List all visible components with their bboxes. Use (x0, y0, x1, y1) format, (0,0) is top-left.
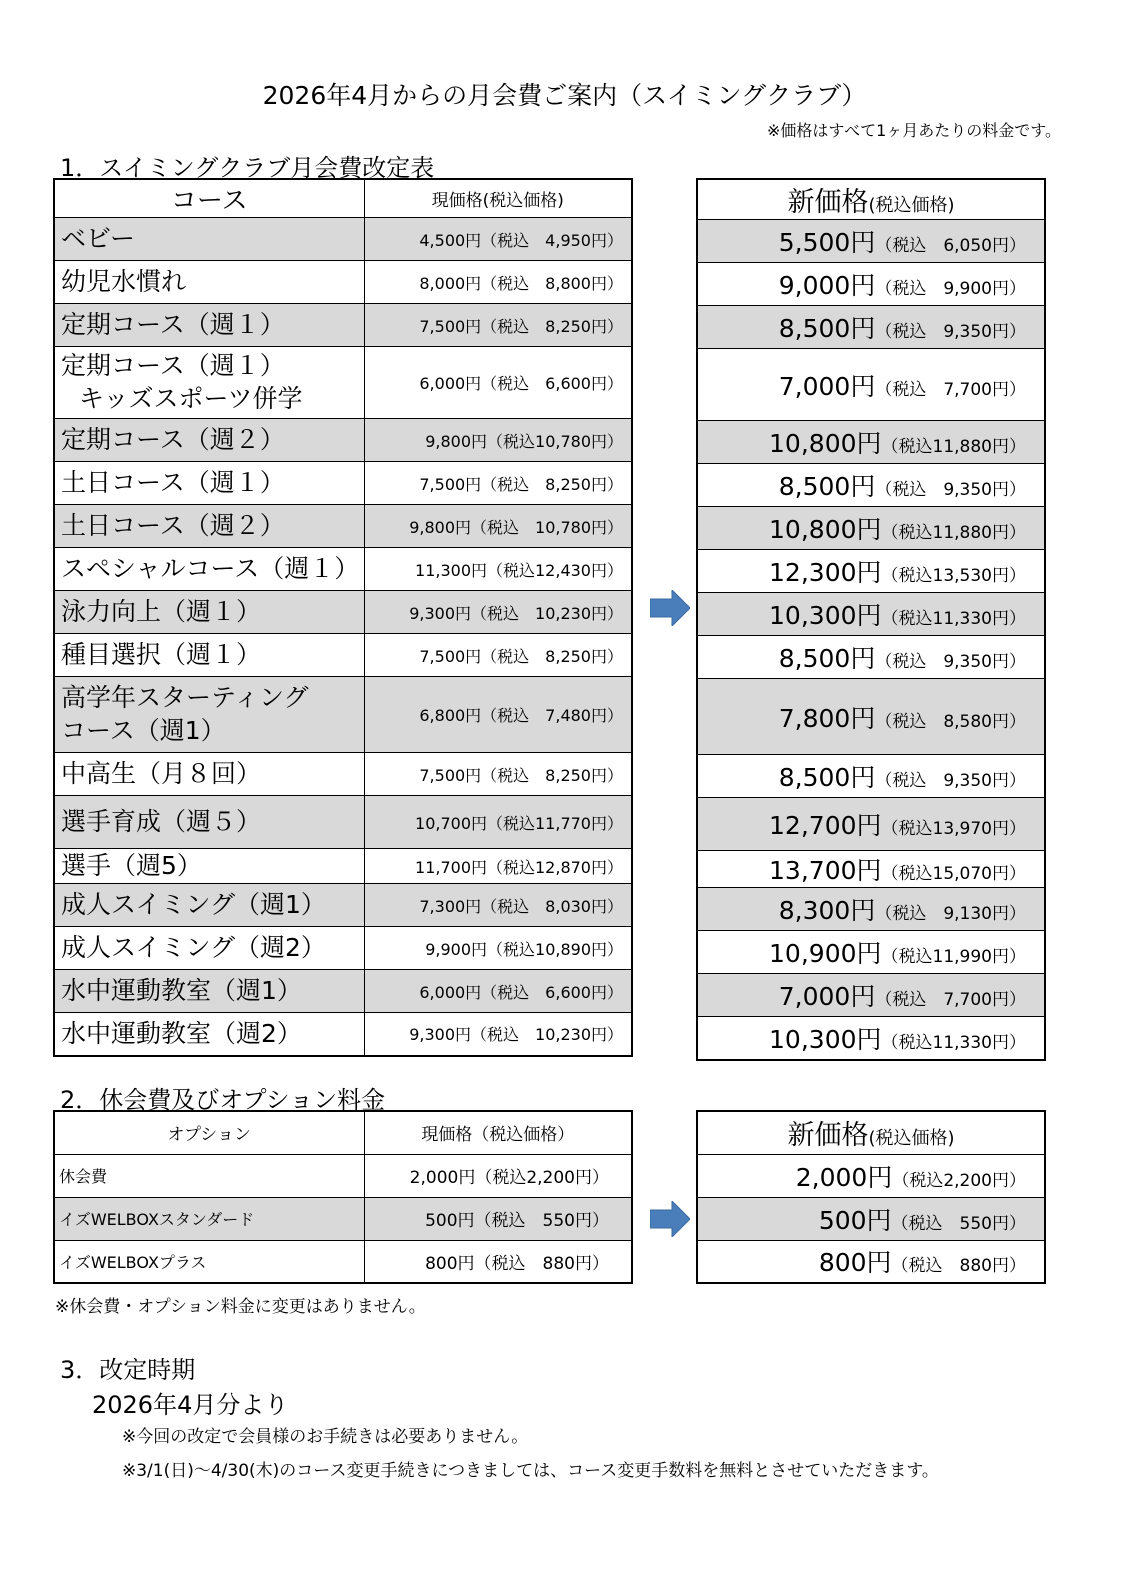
current-price: 9,900円（税込10,890円） (364, 927, 632, 970)
course-name-line: ベビー (61, 223, 136, 253)
course-name (54, 419, 364, 462)
new-price (697, 636, 1045, 679)
table-row (697, 1197, 1045, 1240)
new-price-tax: （税込 9,350円） (875, 652, 1026, 672)
header-course: コース (54, 179, 364, 218)
course-name (54, 591, 364, 634)
course-name-line: 成人スイミング（週2） (61, 932, 326, 962)
option-current-price: 800円（税込 880円） (364, 1240, 632, 1283)
header-new-price (697, 179, 1045, 220)
current-price: 4,500円（税込 4,950円） (364, 218, 632, 261)
table-row (54, 505, 632, 548)
header-new-price-label: 新価格 (787, 187, 869, 218)
header-new-price-tax: (税込価格) (868, 195, 955, 216)
course-name (54, 927, 364, 970)
header-option-new-label: 新価格 (787, 1120, 869, 1152)
table-row (54, 849, 632, 884)
new-price-value: 8,500円 (778, 644, 876, 673)
table-row (54, 304, 632, 347)
course-name-line2: コース（週1） (61, 715, 226, 745)
course-name (54, 796, 364, 849)
course-name (54, 634, 364, 677)
table-row (54, 261, 632, 304)
table-row (54, 1154, 632, 1197)
table-row (54, 927, 632, 970)
new-price-value: 8,500円 (778, 763, 876, 792)
option-new-price (697, 1240, 1045, 1283)
option-new-table (696, 1110, 1046, 1284)
course-name-line: 水中運動教室（週2） (61, 1018, 302, 1048)
course-name-line: 幼児水慣れ (61, 266, 187, 296)
option-new-price-value: 500円 (818, 1205, 892, 1235)
table-row (54, 634, 632, 677)
new-price-value: 8,500円 (778, 314, 876, 343)
course-name-line: スペシャルコース（週１） (61, 553, 360, 583)
new-price-tax: （税込13,530円） (881, 566, 1026, 586)
course-name (54, 462, 364, 505)
new-price-tax: （税込 7,700円） (875, 990, 1026, 1010)
course-name-line: 定期コース（週１） (61, 309, 285, 339)
current-price-table (53, 178, 633, 1057)
course-name (54, 304, 364, 347)
section2-heading: 2．休会費及びオプション料金 (60, 1086, 386, 1114)
table-row (697, 349, 1045, 421)
course-name (54, 849, 364, 884)
new-price-value: 10,300円 (769, 1024, 882, 1054)
new-price-value: 7,000円 (778, 982, 876, 1011)
current-price: 6,000円（税込 6,600円） (364, 347, 632, 419)
table-row (697, 755, 1045, 798)
course-name-line: 土日コース（週２） (61, 510, 285, 540)
current-price: 8,000円（税込 8,800円） (364, 261, 632, 304)
section3-heading: 3．改定時期 (60, 1356, 196, 1384)
current-price: 6,800円（税込 7,480円） (364, 677, 632, 753)
course-name (54, 970, 364, 1013)
course-name-line2: キッズスポーツ併学 (79, 383, 303, 413)
table-row (697, 888, 1045, 931)
new-price-value: 7,000円 (778, 371, 876, 401)
new-price-tax: （税込11,880円） (881, 437, 1026, 457)
course-name-line: 定期コース（週１） (61, 351, 285, 380)
new-price (697, 306, 1045, 349)
revision-date: 2026年4月分より (92, 1391, 289, 1419)
table-row (697, 931, 1045, 974)
table-row (697, 679, 1045, 755)
new-price (697, 263, 1045, 306)
course-name (54, 1013, 364, 1056)
new-price (697, 593, 1045, 636)
new-price-tax: （税込 8,580円） (875, 711, 1026, 732)
procedure-note: ※今回の改定で会員様のお手続きは必要ありません。 (122, 1427, 529, 1447)
current-price: 7,500円（税込 8,250円） (364, 753, 632, 796)
new-price-value: 10,300円 (769, 601, 882, 630)
new-price-tax: （税込11,330円） (881, 1032, 1026, 1053)
current-price: 7,300円（税込 8,030円） (364, 884, 632, 927)
new-price-value: 8,300円 (778, 896, 876, 925)
option-current-price: 2,000円（税込2,200円） (364, 1154, 632, 1197)
table-row (54, 218, 632, 261)
new-price-value: 10,800円 (769, 515, 882, 544)
new-price-tax: （税込 7,700円） (875, 379, 1026, 400)
current-price: 9,300円（税込 10,230円） (364, 591, 632, 634)
new-price-value: 10,900円 (769, 939, 882, 968)
course-name-line: 高学年スターティング (61, 683, 309, 712)
header-option: オプション (54, 1111, 364, 1154)
course-name-line: 選手（週5） (61, 850, 202, 880)
table-row (54, 347, 632, 419)
new-price-tax: （税込13,970円） (881, 819, 1026, 839)
table-row (697, 851, 1045, 888)
table-row (697, 421, 1045, 464)
table-row (54, 753, 632, 796)
new-price (697, 798, 1045, 851)
fee-waiver-note: ※3/1(日)～4/30(木)のコース変更手続きにつきましては、コース変更手数料を無料とさせていただきます。 (122, 1461, 939, 1481)
table-row (697, 1240, 1045, 1283)
new-price-tax: （税込11,990円） (881, 947, 1026, 967)
new-price-value: 12,300円 (769, 558, 882, 587)
option-new-price-tax: （税込 880円） (891, 1256, 1026, 1277)
new-price (697, 464, 1045, 507)
current-price: 9,800円（税込10,780円） (364, 419, 632, 462)
table-row (54, 796, 632, 849)
course-name-line: 選手育成（週５） (61, 806, 262, 836)
new-price-tax: （税込 9,900円） (875, 279, 1026, 299)
current-price: 7,500円（税込 8,250円） (364, 634, 632, 677)
current-price: 10,700円（税込11,770円） (364, 796, 632, 849)
option-name: イズWELBOXスタンダード (54, 1197, 364, 1240)
option-new-price-value: 800円 (818, 1248, 892, 1278)
header-option-current: 現価格（税込価格） (364, 1111, 632, 1154)
table-row (697, 306, 1045, 349)
new-price (697, 421, 1045, 464)
new-price-tax: （税込11,880円） (881, 523, 1026, 543)
new-price-value: 12,700円 (769, 811, 882, 840)
new-price-value: 8,500円 (778, 472, 876, 501)
table-row (697, 464, 1045, 507)
table-row (54, 1240, 632, 1283)
header-option-new (697, 1111, 1045, 1154)
table-row (54, 884, 632, 927)
current-price: 6,000円（税込 6,600円） (364, 970, 632, 1013)
option-name: 休会費 (54, 1154, 364, 1197)
current-price: 9,300円（税込 10,230円） (364, 1013, 632, 1056)
new-price-value: 7,800円 (778, 703, 876, 733)
new-price (697, 507, 1045, 550)
course-name-line: 中高生（月８回） (61, 758, 262, 788)
table-row (697, 593, 1045, 636)
new-price (697, 931, 1045, 974)
course-name (54, 505, 364, 548)
table-row (54, 591, 632, 634)
option-current-price: 500円（税込 550円） (364, 1197, 632, 1240)
course-name-line: 定期コース（週２） (61, 424, 285, 454)
new-price-tax: （税込 9,350円） (875, 480, 1026, 500)
header-current-price: 現価格(税込価格) (364, 179, 632, 218)
price-note: ※価格はすべて1ヶ月あたりの料金です。 (767, 121, 1061, 140)
table-row (54, 548, 632, 591)
course-name (54, 884, 364, 927)
new-price (697, 220, 1045, 263)
current-price: 9,800円（税込 10,780円） (364, 505, 632, 548)
new-price-value: 5,500円 (778, 228, 876, 257)
course-name (54, 218, 364, 261)
new-price (697, 974, 1045, 1017)
new-price (697, 349, 1045, 421)
new-price-tax: （税込 6,050円） (875, 236, 1026, 256)
table-row (54, 677, 632, 753)
course-name (54, 753, 364, 796)
current-price: 11,300円（税込12,430円） (364, 548, 632, 591)
right-arrow-icon (650, 1201, 690, 1237)
section1-heading: 1．スイミングクラブ月会費改定表 (60, 154, 435, 182)
option-new-price-value: 2,000円 (795, 1162, 893, 1192)
course-name-line: 水中運動教室（週1） (61, 975, 302, 1005)
table-row (54, 970, 632, 1013)
new-price-value: 9,000円 (778, 271, 876, 300)
new-price (697, 755, 1045, 798)
new-price (697, 1017, 1045, 1060)
course-name-line: 泳力向上（週１） (61, 596, 262, 626)
new-price-tax: （税込 9,130円） (875, 904, 1026, 924)
right-arrow-icon (650, 590, 690, 626)
current-price: 7,500円（税込 8,250円） (364, 304, 632, 347)
table-row (697, 507, 1045, 550)
table-row (697, 1017, 1045, 1060)
course-name-line: 成人スイミング（週1） (61, 889, 326, 919)
table-row (697, 220, 1045, 263)
new-price (697, 851, 1045, 888)
new-price-table (696, 178, 1046, 1061)
course-name-line: 土日コース（週１） (61, 467, 285, 497)
table-row (697, 1154, 1045, 1197)
new-price-tax: （税込 9,350円） (875, 771, 1026, 791)
table-row (697, 550, 1045, 593)
new-price-tax: （税込 9,350円） (875, 322, 1026, 342)
option-new-price-tax: （税込2,200円） (892, 1170, 1026, 1191)
new-price-tax: （税込15,070円） (881, 864, 1026, 884)
table-row (54, 419, 632, 462)
option-current-table (53, 1110, 633, 1284)
header-option-new-tax: (税込価格) (868, 1128, 955, 1150)
option-new-price-tax: （税込 550円） (891, 1213, 1026, 1234)
new-price-value: 13,700円 (769, 856, 882, 885)
table-row (54, 462, 632, 505)
table-row (697, 798, 1045, 851)
new-price (697, 550, 1045, 593)
new-price-value: 10,800円 (769, 429, 882, 458)
course-name (54, 677, 364, 753)
new-price (697, 888, 1045, 931)
option-name: イズWELBOXプラス (54, 1240, 364, 1283)
new-price-tax: （税込11,330円） (881, 609, 1026, 629)
table-row (697, 636, 1045, 679)
current-price: 11,700円（税込12,870円） (364, 849, 632, 884)
table-row (54, 1197, 632, 1240)
page-title: 2026年4月からの月会費ご案内（スイミングクラブ） (262, 81, 867, 110)
course-name (54, 261, 364, 304)
course-name-line: 種目選択（週１） (61, 639, 262, 669)
table-row (697, 974, 1045, 1017)
current-price: 7,500円（税込 8,250円） (364, 462, 632, 505)
table-row (54, 1013, 632, 1056)
option-note: ※休会費・オプション料金に変更はありません。 (55, 1297, 426, 1317)
course-name (54, 548, 364, 591)
option-new-price (697, 1154, 1045, 1197)
new-price (697, 679, 1045, 755)
table-row (697, 263, 1045, 306)
option-new-price (697, 1197, 1045, 1240)
course-name (54, 347, 364, 419)
